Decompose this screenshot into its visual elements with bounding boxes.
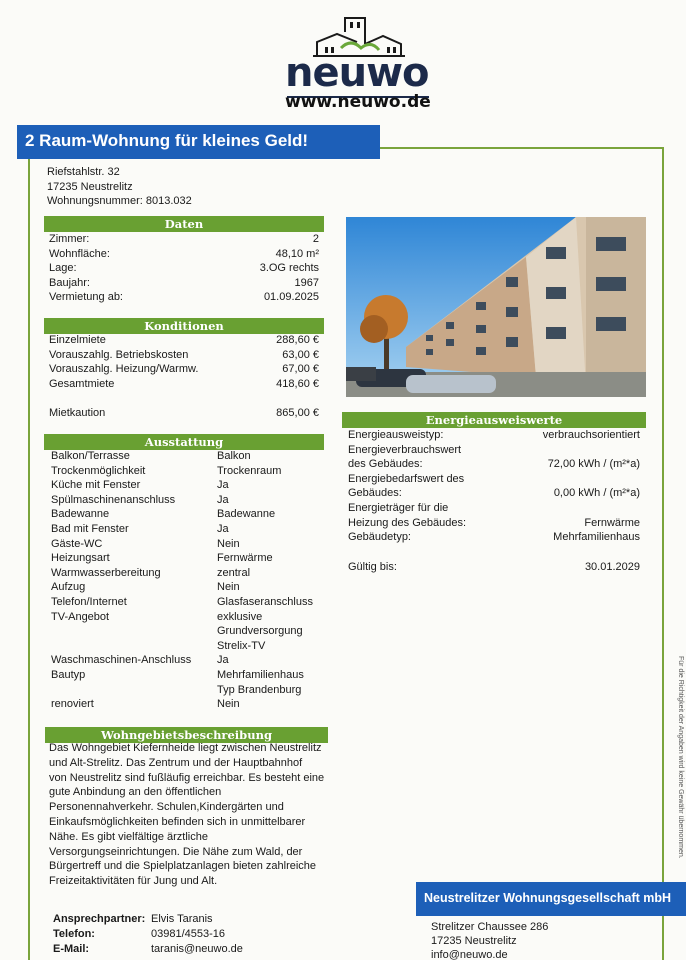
row-value: Fernwärme	[217, 552, 273, 565]
description-line: Personennahverkehr. Schulen,Kindergärten und	[49, 801, 284, 814]
description-line: Bürgertreff und die Spielplatzanlagen bieten zahlreiche	[49, 860, 317, 873]
row-value: 418,60 €	[276, 377, 319, 390]
row-label: Telefon/Internet	[51, 596, 127, 608]
company-street: Strelitzer Chaussee 286	[431, 921, 549, 933]
contact-block	[53, 912, 313, 960]
address-street: Riefstahlstr. 32	[47, 166, 120, 178]
konditionen-row	[49, 333, 319, 348]
row-label: Lage:	[49, 262, 77, 275]
row-value: 67,00 €	[282, 363, 319, 376]
row-value: Trockenraum	[217, 464, 282, 477]
row-value: Grundversorgung	[217, 625, 303, 638]
row-label: Vermietung ab:	[49, 291, 123, 304]
contact-label: Ansprechpartner:	[53, 913, 146, 925]
daten-heading: Daten	[44, 216, 324, 232]
row-label: Badewanne	[51, 508, 110, 521]
contact-person: Elvis Taranis	[151, 913, 213, 925]
row-label: Heizung des Gebäudes:	[348, 516, 467, 529]
row-value: 865,00 €	[276, 407, 319, 419]
row-label: Bautyp	[51, 669, 86, 681]
disclaimer-text: Für die Richtigkeit der Angaben wird keine Gewähr übernommen.	[677, 656, 684, 859]
company-name: Neustrelitzer Wohnungsgesellschaft mbH	[416, 882, 686, 916]
row-label: TV-Angebot	[51, 610, 110, 623]
kaution-row	[49, 406, 319, 421]
konditionen-heading: Konditionen	[44, 318, 324, 334]
wohngebiet-heading: Wohngebietsbeschreibung	[45, 727, 328, 743]
description-line: von Neustrelitz sind fußläufig erreichbar. Es besteht eine	[49, 771, 325, 784]
row-label: Energieverbrauchswert	[348, 443, 462, 456]
konditionen-row	[49, 377, 319, 392]
description-line: Versorgungseinrichtungen. Die Nähe zum Wald, der	[49, 845, 303, 858]
row-value: 1967	[294, 276, 319, 289]
row-label: des Gebäudes:	[348, 458, 423, 471]
row-label: Gebäudes:	[348, 487, 402, 500]
row-value: 2	[312, 233, 319, 245]
row-value: Mehrfamilienhaus	[553, 531, 640, 544]
contact-label: E-Mail:	[53, 943, 90, 955]
konditionen-row	[49, 348, 319, 363]
row-label: Zimmer:	[49, 233, 90, 245]
logo-wordmark: neuwo	[285, 50, 429, 96]
row-label: Gesamtmiete	[49, 377, 115, 390]
row-label: Waschmaschinen-Anschluss	[51, 654, 192, 667]
description-line: Nähe. Es gibt vielfältige ärztliche	[49, 830, 208, 843]
energie-row	[348, 516, 640, 531]
row-value: Typ Brandenburg	[217, 683, 302, 696]
row-value: exklusive	[217, 610, 263, 623]
row-value: Ja	[217, 479, 229, 492]
row-value: Balkon	[217, 450, 251, 462]
row-value: Ja	[217, 493, 229, 506]
listing-title: 2 Raum-Wohnung für kleines Geld!	[17, 125, 380, 159]
row-label: Baujahr:	[49, 276, 90, 289]
row-label: Mietkaution	[49, 407, 106, 419]
energie-row	[348, 443, 640, 458]
row-label: Trockenmöglichkeit	[51, 464, 146, 477]
row-value: 0,00 kWh / (m²*a)	[553, 487, 640, 500]
row-value: verbrauchsorientiert	[542, 429, 640, 441]
energie-row	[348, 486, 640, 501]
company-email[interactable]: info@neuwo.de	[431, 949, 508, 960]
building-photo	[346, 217, 646, 397]
row-value: zentral	[217, 566, 251, 579]
row-label: Energiebedarfswert des	[348, 472, 465, 485]
contact-label: Telefon:	[53, 928, 95, 940]
row-value: 01.09.2025	[263, 291, 319, 304]
row-value: Ja	[217, 654, 229, 667]
daten-row	[49, 290, 319, 305]
disclaimer	[672, 656, 686, 866]
row-value: 63,00 €	[282, 348, 319, 361]
row-label: Wohnfläche:	[49, 247, 110, 260]
contact-email[interactable]: taranis@neuwo.de	[151, 943, 243, 955]
row-label: Bad mit Fenster	[51, 523, 129, 535]
row-label: Spülmaschinenanschluss	[51, 493, 176, 506]
gueltig-row	[348, 560, 640, 575]
logo	[283, 14, 433, 96]
row-label: Einzelmiete	[49, 334, 106, 346]
row-label: Heizungsart	[51, 552, 110, 565]
row-value: Badewanne	[217, 508, 276, 521]
row-value: Ja	[217, 523, 229, 535]
row-value: Nein	[217, 581, 240, 594]
row-label: Energieausweistyp:	[348, 429, 444, 441]
row-label: Küche mit Fenster	[51, 479, 141, 492]
row-label: Warmwasserbereitung	[51, 566, 161, 579]
daten-row	[49, 247, 319, 262]
ausstattung-heading: Ausstattung	[44, 434, 324, 450]
row-value: 3.OG rechts	[259, 262, 319, 275]
brand-url[interactable]: www.neuwo.de	[285, 92, 431, 112]
row-value: 288,60 €	[276, 334, 319, 346]
row-label: Energieträger für die	[348, 502, 449, 514]
daten-row	[49, 232, 319, 247]
energie-row	[348, 501, 640, 516]
row-label: Gäste-WC	[51, 537, 103, 550]
row-value: 48,10 m²	[275, 247, 319, 260]
row-value: 30.01.2029	[584, 561, 640, 573]
description-line: gute Anbindung an den öffentlichen	[49, 786, 222, 799]
description-line: Freizeitaktivitäten für Jung und Alt.	[49, 875, 218, 888]
row-value: 72,00 kWh / (m²*a)	[547, 458, 640, 471]
row-value: Mehrfamilienhaus	[217, 669, 304, 681]
apartment-number: Wohnungsnummer: 8013.032	[47, 195, 192, 207]
row-label: Balkon/Terrasse	[51, 450, 130, 462]
row-value: Strelix-TV	[217, 639, 266, 652]
row-value: Nein	[217, 537, 240, 550]
konditionen-row	[49, 362, 319, 377]
energie-heading: Energieausweiswerte	[342, 412, 646, 428]
daten-row	[49, 276, 319, 291]
row-value: Nein	[217, 698, 240, 711]
daten-row	[49, 261, 319, 276]
row-value: Glasfaseranschluss	[217, 596, 313, 608]
description-line: und Alt-Strelitz. Das Zentrum und der Hauptbahnhof	[49, 756, 303, 769]
row-label: renoviert	[51, 698, 94, 711]
row-label: Gültig bis:	[348, 561, 397, 573]
row-label: Vorauszahlg. Heizung/Warmw.	[49, 363, 199, 376]
company-city: 17235 Neustrelitz	[431, 935, 517, 947]
row-label: Gebäudetyp:	[348, 531, 411, 544]
energie-row	[348, 472, 640, 487]
energie-row	[348, 428, 640, 443]
address-city: 17235 Neustrelitz	[47, 180, 133, 193]
row-label: Aufzug	[51, 581, 86, 594]
row-label: Vorauszahlg. Betriebskosten	[49, 348, 189, 361]
contact-phone[interactable]: 03981/4553-16	[151, 928, 226, 940]
energie-row	[348, 530, 640, 545]
energie-row	[348, 457, 640, 472]
description-line: Das Wohngebiet Kiefernheide liegt zwischen Neustrelitz	[49, 742, 322, 754]
row-value: Fernwärme	[584, 516, 640, 529]
description-line: Einkaufsmöglichkeiten befinden sich in unmittelbarer	[49, 816, 306, 828]
